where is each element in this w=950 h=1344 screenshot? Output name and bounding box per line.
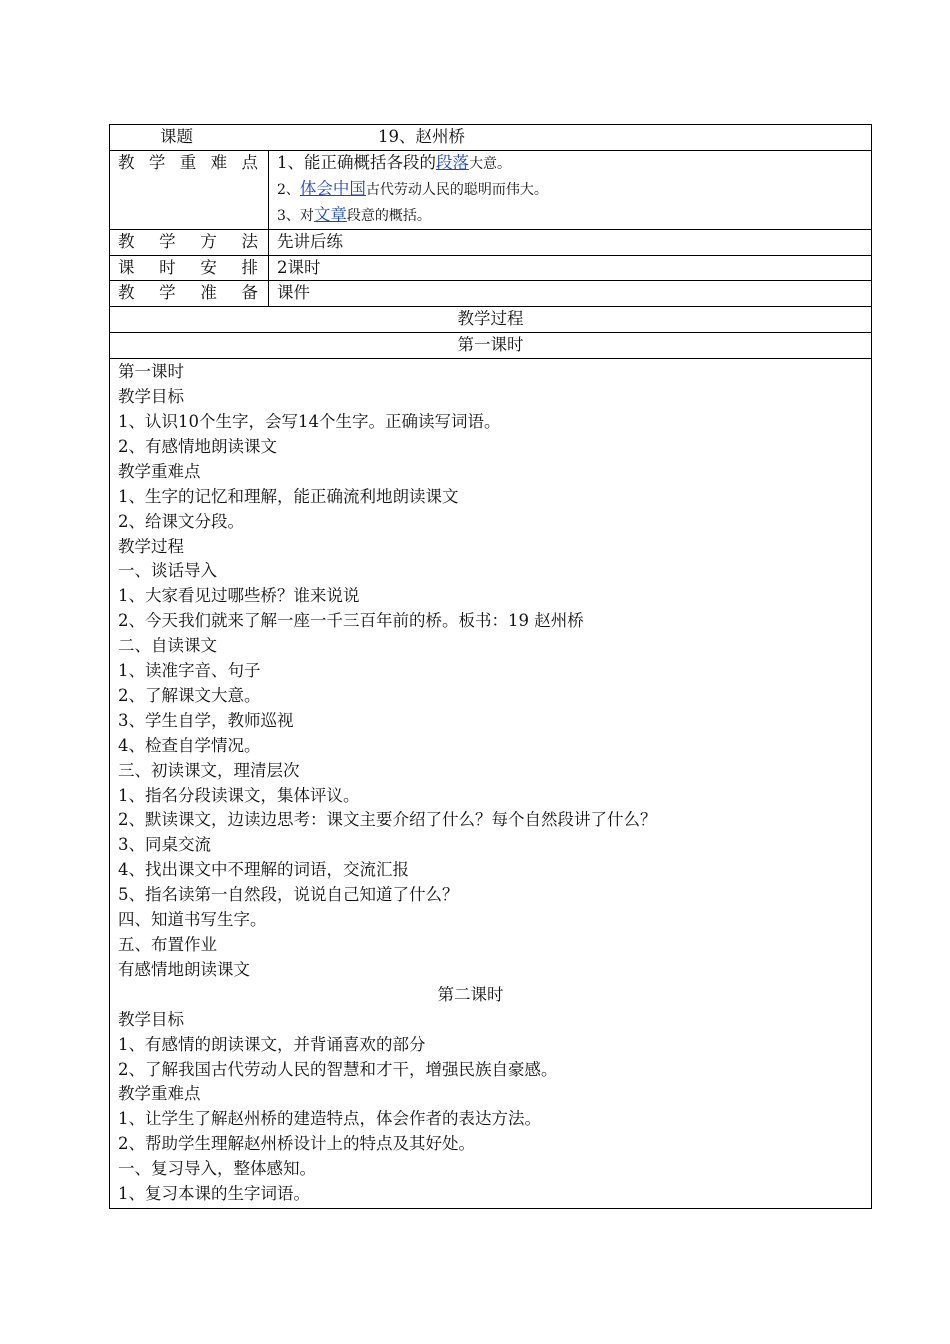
text-line: 二、自读课文 xyxy=(118,636,217,656)
difficulty-item xyxy=(277,203,863,229)
lesson1-title-row xyxy=(110,333,872,359)
text-line: 4、检查自学情况。 xyxy=(118,735,261,755)
text-line: 5、指名读第一自然段，说说自己知道了什么？ xyxy=(118,885,459,905)
lesson-plan-table xyxy=(109,124,872,1209)
lesson2-content xyxy=(118,1008,863,1207)
lesson2-title: 第二课时 xyxy=(437,984,504,1004)
text-line: 教学目标 xyxy=(118,387,184,407)
lesson-plan-page xyxy=(109,124,871,1209)
preparation-label-char: 学 xyxy=(159,283,176,303)
link-wenzhang[interactable]: 文章 xyxy=(313,204,347,224)
difficulty-item-text: 古代劳动人民的聪明而伟大。 xyxy=(365,181,548,198)
text-line: 1、复习本课的生字词语。 xyxy=(118,1184,310,1204)
difficulty-item-text: 3、对 xyxy=(277,207,314,224)
text-line: 1、大家看见过哪些桥？谁来说说 xyxy=(118,586,360,606)
link-duanluo[interactable]: 段落 xyxy=(436,152,469,172)
schedule-label-char: 安 xyxy=(200,257,217,277)
text-line: 一、复习导入，整体感知。 xyxy=(118,1159,316,1179)
preparation-value: 课件 xyxy=(269,281,872,307)
difficulty-item-text: 段意的概括。 xyxy=(346,207,431,224)
difficulty-item xyxy=(277,177,863,203)
difficulty-content-cell xyxy=(269,150,872,229)
lesson-body-row xyxy=(110,359,872,1209)
difficulty-label xyxy=(118,151,260,176)
method-label-char: 学 xyxy=(159,231,176,251)
schedule-row xyxy=(110,255,872,281)
process-title: 教学过程 xyxy=(110,307,872,333)
text-line: 3、同桌交流 xyxy=(118,835,211,855)
preparation-label-cell xyxy=(110,281,269,307)
difficulty-item xyxy=(277,151,863,177)
text-line: 四、知道书写生字。 xyxy=(118,910,267,930)
text-line: 1、生字的记忆和理解，能正确流利地朗读课文 xyxy=(118,486,459,506)
lesson1-title: 第一课时 xyxy=(110,333,872,359)
difficulty-label-char: 点 xyxy=(241,152,258,172)
text-line: 2、默读课文，边读边思考：课文主要介绍了什么？每个自然段讲了什么？ xyxy=(118,810,657,830)
text-line: 五、布置作业 xyxy=(118,935,217,954)
schedule-label xyxy=(118,256,260,281)
text-line: 2、今天我们就来了解一座一千三百年前的桥。板书：19 赵州桥 xyxy=(118,611,584,631)
text-line: 1、有感情的朗读课文，并背诵喜欢的部分 xyxy=(118,1034,426,1054)
text-line: 1、认识10个生字，会写14个生字。正确读写词语。 xyxy=(118,411,501,431)
text-line: 教学过程 xyxy=(118,536,184,556)
lesson-body xyxy=(110,359,872,1209)
text-line: 2、了解我国古代劳动人民的智慧和才干，增强民族自豪感。 xyxy=(118,1059,558,1079)
text-line: 2、帮助学生理解赵州桥设计上的特点及其好处。 xyxy=(118,1134,475,1154)
preparation-row xyxy=(110,281,872,307)
text-line: 2、了解课文大意。 xyxy=(118,685,261,705)
schedule-label-char: 课 xyxy=(118,257,135,277)
text-line: 2、给课文分段。 xyxy=(118,511,244,531)
text-line: 1、让学生了解赵州桥的建造特点，体会作者的表达方法。 xyxy=(118,1109,541,1129)
method-label-char: 教 xyxy=(118,231,135,251)
text-line: 3、学生自学，教师巡视 xyxy=(118,710,294,730)
preparation-label xyxy=(118,281,260,306)
link-tihui-zhongguo[interactable]: 体会中国 xyxy=(299,178,366,198)
method-label xyxy=(118,230,260,255)
difficulty-row xyxy=(110,150,872,229)
preparation-label-char: 准 xyxy=(200,283,217,303)
text-line: 1、读准字音、句子 xyxy=(118,661,261,681)
method-label-char: 法 xyxy=(241,231,258,251)
process-title-row xyxy=(110,307,872,333)
lesson1-content xyxy=(118,360,863,983)
text-line: 4、找出课文中不理解的词语，交流汇报 xyxy=(118,860,409,880)
schedule-value: 2课时 xyxy=(269,255,872,281)
difficulty-item-text: 1、能正确概括各段的 xyxy=(277,152,436,172)
preparation-label-char: 教 xyxy=(118,283,135,303)
text-line: 教学重难点 xyxy=(118,461,201,481)
text-line: 1、指名分段读课文，集体评议。 xyxy=(118,785,360,805)
text-line: 教学重难点 xyxy=(118,1084,201,1104)
difficulty-label-char: 学 xyxy=(148,152,166,172)
method-row xyxy=(110,229,872,255)
text-line: 有感情地朗读课文 xyxy=(118,959,250,979)
title-row xyxy=(110,125,872,151)
difficulty-item-text: 2、 xyxy=(277,181,300,198)
method-label-cell xyxy=(110,229,269,255)
preparation-label-char: 备 xyxy=(241,283,258,303)
text-line: 2、有感情地朗读课文 xyxy=(118,436,277,456)
schedule-label-cell xyxy=(110,255,269,281)
method-label-char: 方 xyxy=(200,231,217,251)
method-value: 先讲后练 xyxy=(269,229,872,255)
difficulty-label-char: 难 xyxy=(210,152,228,172)
topic-label: 课题 xyxy=(160,127,193,146)
difficulty-label-cell xyxy=(110,150,269,229)
topic-title: 19、赵州桥 xyxy=(378,127,465,146)
title-cell xyxy=(110,125,872,151)
text-line: 第一课时 xyxy=(118,362,184,382)
text-line: 一、谈话导入 xyxy=(118,561,217,581)
difficulty-item-text: 大意。 xyxy=(469,155,511,172)
schedule-label-char: 排 xyxy=(241,257,258,277)
text-line: 三、初读课文，理清层次 xyxy=(118,760,300,780)
schedule-label-char: 时 xyxy=(159,257,176,277)
difficulty-label-char: 重 xyxy=(179,152,197,172)
text-line: 教学目标 xyxy=(118,1009,184,1029)
difficulty-label-char: 教 xyxy=(118,152,135,172)
